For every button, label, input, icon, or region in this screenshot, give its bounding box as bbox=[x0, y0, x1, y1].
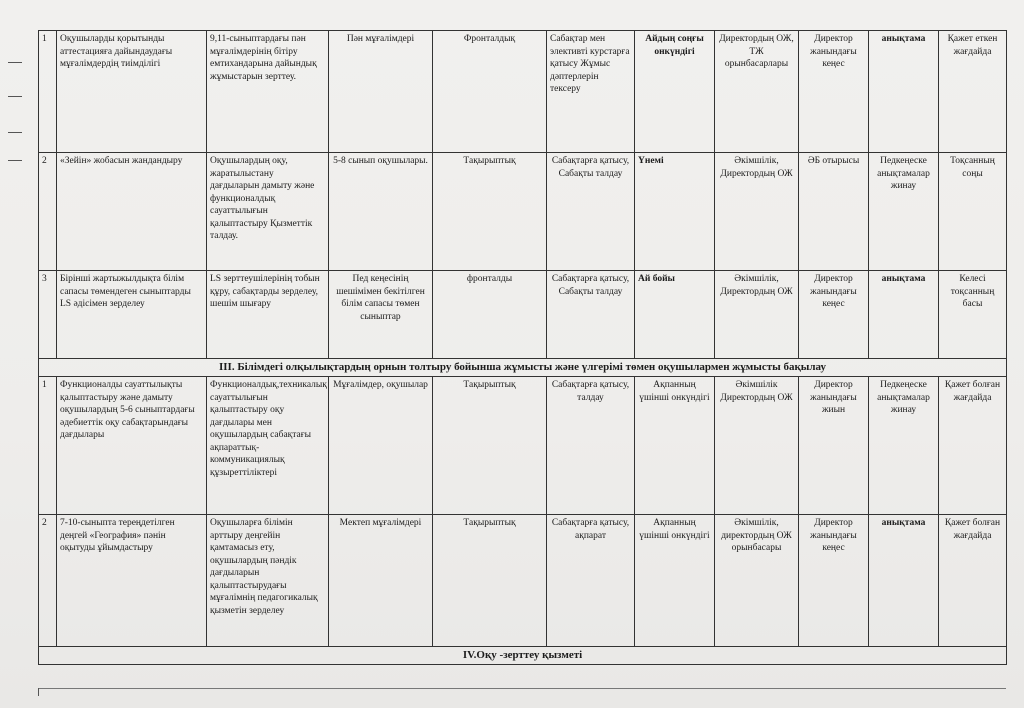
cell-type: Фронталдық bbox=[433, 31, 547, 153]
cell-type: Тақырыптық bbox=[433, 515, 547, 647]
row-number: 2 bbox=[39, 515, 57, 647]
cell-responsible: Әкімшілік Директордың ОЖ bbox=[715, 377, 799, 515]
section-heading: IV.Оқу -зерттеу қызметі bbox=[39, 647, 1007, 665]
margin-mark bbox=[8, 132, 22, 133]
cell-deadline: Ақпанның үшінші онкүндігі bbox=[635, 515, 715, 647]
row-number: 2 bbox=[39, 153, 57, 271]
row-number: 1 bbox=[39, 31, 57, 153]
cell-review-place: Директор жанындағы кеңес bbox=[799, 31, 869, 153]
cell-review-place: Директор жанындағы жиын bbox=[799, 377, 869, 515]
cell-review-place: Директор жанындағы кеңес bbox=[799, 515, 869, 647]
cell-activity: 7-10-сыныпта тереңдетілген деңгей «География» пәнін оқытуды ұйымдастыру bbox=[57, 515, 207, 647]
table-row bbox=[39, 377, 1007, 515]
cell-review-place: ӘБ отырысы bbox=[799, 153, 869, 271]
cell-followup: Қажет болған жағдайда bbox=[939, 515, 1007, 647]
cell-responsible: Әкімшілік, Директордың ОЖ bbox=[715, 153, 799, 271]
cell-activity: «Зейін» жобасын жандандыру bbox=[57, 153, 207, 271]
page-edge-line bbox=[38, 688, 1006, 689]
cell-type: фронталды bbox=[433, 271, 547, 359]
section-row bbox=[39, 359, 1007, 377]
cell-followup: Қажет еткен жағдайда bbox=[939, 31, 1007, 153]
cell-deadline: Ақпанның үшінші онкүндігі bbox=[635, 377, 715, 515]
cell-goal: LS зерттеушілерінің тобын құру, сабақтарды зерделеу, шешім шығару bbox=[207, 271, 329, 359]
cell-activity: Бірінші жартыжылдықта білім сапасы төмендеген сыныптарды LS әдісімен зерделеу bbox=[57, 271, 207, 359]
cell-result: анықтама bbox=[869, 515, 939, 647]
row-number: 3 bbox=[39, 271, 57, 359]
cell-method: Сабақтар мен элективті курстарға қатысу Жұмыс дәптерлерін тексеру bbox=[547, 31, 635, 153]
row-number: 1 bbox=[39, 377, 57, 515]
section-row bbox=[39, 647, 1007, 665]
cell-deadline: Үнемі bbox=[635, 153, 715, 271]
cell-followup: Келесі тоқсанның басы bbox=[939, 271, 1007, 359]
cell-result: Педкеңеске анықтамалар жинау bbox=[869, 153, 939, 271]
cell-deadline: Айдың соңғы онкүндігі bbox=[635, 31, 715, 153]
cell-object: Пед кеңесінің шешімімен бекітілген білім сапасы төмен сыныптар bbox=[329, 271, 433, 359]
cell-type: Тақырыптық bbox=[433, 377, 547, 515]
section-heading: III. Білімдегі олқылықтардың орнын толтыру бойынша жұмысты және үлгерімі төмен оқушылармен жұмысты бақылау bbox=[39, 359, 1007, 377]
table-row bbox=[39, 153, 1007, 271]
cell-method: Сабақтарға қатысу, Сабақты талдау bbox=[547, 271, 635, 359]
table-row bbox=[39, 515, 1007, 647]
cell-object: Мектеп мұғалімдері bbox=[329, 515, 433, 647]
cell-activity: Функционалды сауаттылықты қалыптастыру және дамыту оқушылардың 5-6 сыныптардағы әдебиеттік оқу сабақтарындағы дағдылары bbox=[57, 377, 207, 515]
margin-mark bbox=[8, 96, 22, 97]
cell-object: 5-8 сынып оқушылары. bbox=[329, 153, 433, 271]
table-row bbox=[39, 271, 1007, 359]
cell-activity: Оқушыларды қорытынды аттестацияға дайындаудағы мұғалімдердің тиімділігі bbox=[57, 31, 207, 153]
cell-type: Тақырыптық bbox=[433, 153, 547, 271]
cell-result: Педкеңеске анықтамалар жинау bbox=[869, 377, 939, 515]
cell-goal: Функционалдық,техникалық сауаттылығын қалыптастыру оқу дағдылары мен оқушылардың сабақтағы ақпараттық-коммуникациялық құзыреттіліктері bbox=[207, 377, 329, 515]
cell-goal: 9,11-сыныптардағы пән мұғалімдерінің бітіру емтихандарына дайындық жұмыстарын зерттеу. bbox=[207, 31, 329, 153]
cell-deadline: Ай бойы bbox=[635, 271, 715, 359]
cell-followup: Тоқсанның соңы bbox=[939, 153, 1007, 271]
cell-goal: Оқушыларға білімін арттыру деңгейін қамтамасыз ету, оқушылардың пәндік дағдыларын қалыптастырудағы мұғалімнің педагогикалық қызметін зерделеу bbox=[207, 515, 329, 647]
margin-mark bbox=[8, 160, 22, 161]
cell-review-place: Директор жанындағы кеңес bbox=[799, 271, 869, 359]
cell-responsible: Директордың ОЖ, ТЖ орынбасарлары bbox=[715, 31, 799, 153]
cell-followup: Қажет болған жағдайда bbox=[939, 377, 1007, 515]
cell-goal: Оқушылардың оқу, жаратылыстану дағдыларын дамыту және функционалдық сауаттылығын қалыптастыру Қызметтік талдау. bbox=[207, 153, 329, 271]
table-row bbox=[39, 31, 1007, 153]
cell-result: анықтама bbox=[869, 31, 939, 153]
margin-mark bbox=[8, 62, 22, 63]
cell-responsible: Әкімшілік, Директордың ОЖ bbox=[715, 271, 799, 359]
cell-result: анықтама bbox=[869, 271, 939, 359]
page-edge-tick bbox=[38, 688, 39, 696]
cell-method: Сабақтарға қатысу, ақпарат bbox=[547, 515, 635, 647]
cell-method: Сабақтарға қатысу, Сабақты талдау bbox=[547, 153, 635, 271]
cell-method: Сабақтарға қатысу, талдау bbox=[547, 377, 635, 515]
cell-object: Пән мұғалімдері bbox=[329, 31, 433, 153]
work-plan-table bbox=[38, 30, 1007, 665]
cell-object: Мұғалімдер, оқушылар bbox=[329, 377, 433, 515]
cell-responsible: Әкімшілік, директордың ОЖ орынбасары bbox=[715, 515, 799, 647]
